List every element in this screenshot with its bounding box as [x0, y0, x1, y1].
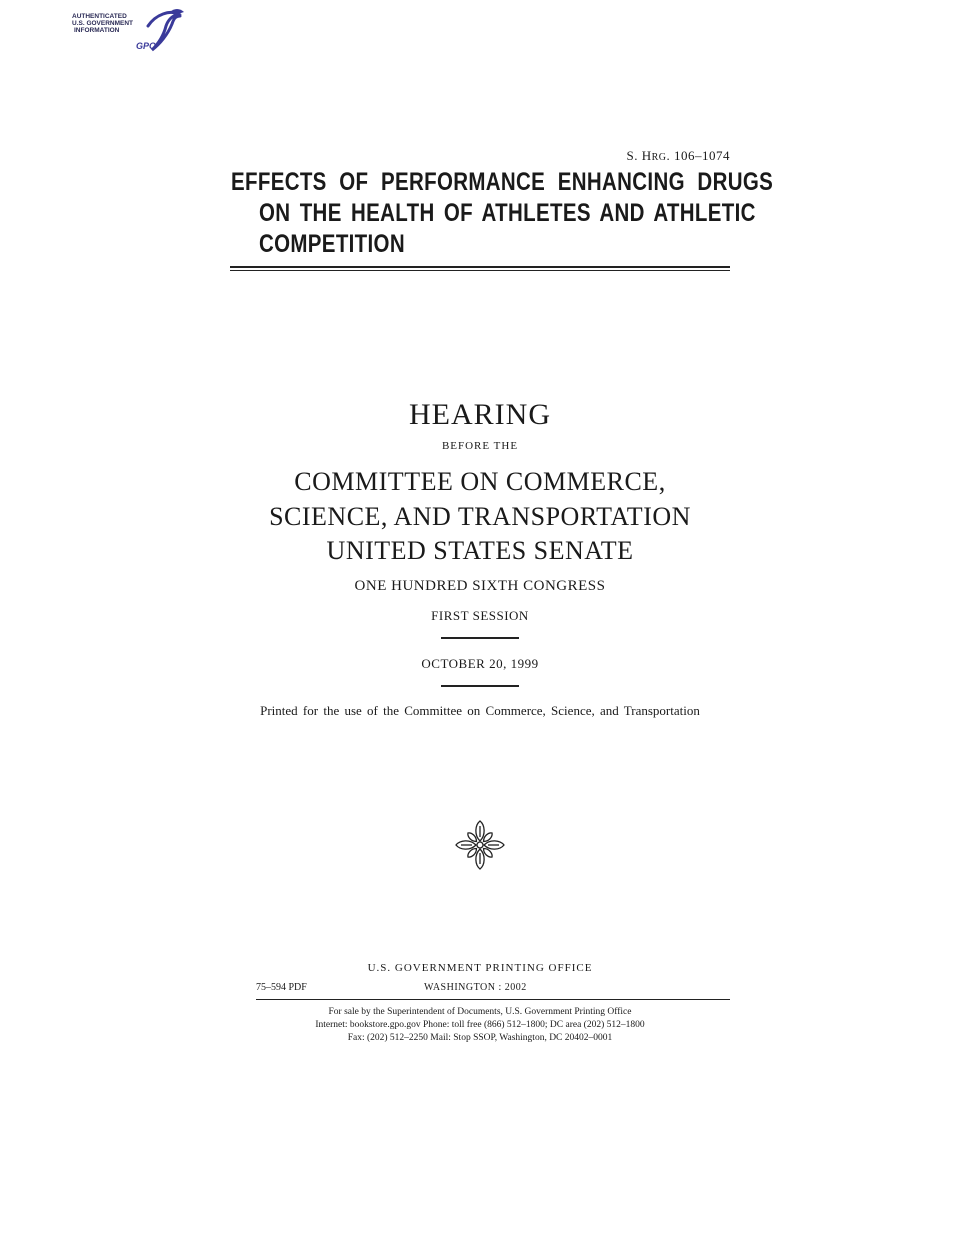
divider	[441, 685, 519, 687]
session-label: FIRST SESSION	[431, 608, 529, 623]
printed-for-note: Printed for the use of the Committee on Commerce, Science, and Transportation	[260, 703, 700, 718]
hearing-number-small-caps: RG	[651, 152, 667, 163]
committee-name-line: UNITED STATES SENATE	[326, 536, 634, 565]
eagle-icon	[60, 4, 190, 60]
logo-text-authenticated: AUTHENTICATED	[72, 13, 127, 20]
hearing-heading: HEARING	[409, 398, 551, 431]
pdf-number: 75–594 PDF	[256, 982, 307, 993]
hearing-number-prefix: S. H	[626, 148, 652, 163]
gpo-authentication-logo	[60, 4, 190, 60]
printing-office-name: U.S. GOVERNMENT PRINTING OFFICE	[367, 962, 593, 974]
title-line: COMPETITION	[259, 230, 405, 258]
footer-rule	[256, 999, 730, 1000]
before-the-label: BEFORE THE	[441, 440, 519, 452]
sale-info-line: For sale by the Superintendent of Documents, U.S. Government Printing Office	[328, 1007, 632, 1017]
logo-text-gpo: GPO	[136, 41, 157, 51]
title-rule-thin	[230, 270, 730, 271]
committee-name-line: COMMITTEE ON COMMERCE,	[294, 467, 666, 496]
committee-name-line: SCIENCE, AND TRANSPORTATION	[269, 502, 691, 531]
logo-text-information: INFORMATION	[74, 27, 120, 34]
title-rule-thick	[230, 266, 730, 268]
hearing-number	[626, 148, 730, 164]
sale-info-line: Fax: (202) 512–2250 Mail: Stop SSOP, Washington, DC 20402–0001	[347, 1033, 613, 1043]
logo-text-government: U.S. GOVERNMENT	[72, 20, 134, 27]
hearing-date: OCTOBER 20, 1999	[421, 656, 539, 671]
title-line: EFFECTS OF PERFORMANCE ENHANCING DRUGS	[231, 168, 774, 196]
flower-ornament-icon	[454, 819, 506, 871]
sale-info-line: Internet: bookstore.gpo.gov Phone: toll free (866) 512–1800; DC area (202) 512–1800	[315, 1020, 645, 1030]
hearing-number-value: . 106–1074	[666, 148, 730, 163]
divider	[441, 637, 519, 639]
congress-label: ONE HUNDRED SIXTH CONGRESS	[354, 578, 606, 594]
title-line: ON THE HEALTH OF ATHLETES AND ATHLETIC	[259, 199, 756, 227]
place-year: WASHINGTON : 2002	[424, 982, 527, 993]
